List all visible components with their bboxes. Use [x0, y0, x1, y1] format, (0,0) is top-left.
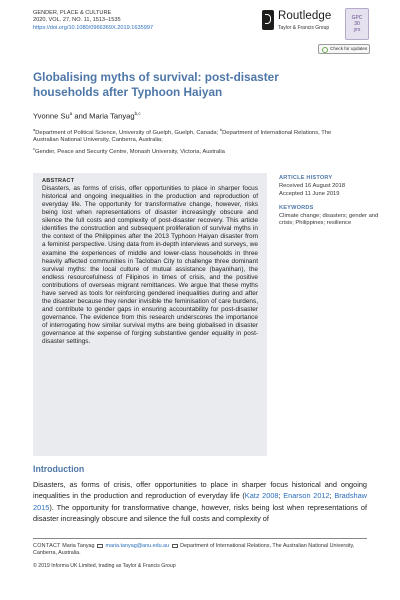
citation-link[interactable]: Bradshaw 2015	[33, 491, 367, 512]
article-title: Globalising myths of survival: post-disaster households after Typhoon Haiyan	[33, 70, 279, 99]
contact-line: CONTACT Maria Tanyag maria.tanyag@anu.edu.au Department of International Relations, The Australian National University, Canberra, Australia.	[33, 543, 355, 557]
publisher-sub: Taylor & Francis Group	[278, 25, 330, 31]
article-sidebar	[279, 175, 379, 235]
journal-name: GENDER, PLACE & CULTURE	[33, 10, 112, 16]
publisher-logo	[262, 8, 352, 38]
email-icon	[172, 544, 178, 548]
author-name[interactable]: Maria Tanyag	[89, 111, 135, 121]
abstract-heading: ABSTRACT	[42, 178, 75, 184]
section-heading: Introduction	[33, 464, 85, 474]
keywords-text: Climate change; disasters; gender and crisis; Philippines; resilience	[279, 213, 379, 227]
citation-link[interactable]: Enarson 2012	[283, 491, 330, 501]
email-icon	[97, 544, 103, 548]
citation-link[interactable]: Katz 2008	[244, 491, 279, 501]
received-date: Received 16 August 2018	[279, 183, 346, 190]
affiliations: $^a$Department of Political Science, University of Guelph, Guelph, Canada; $^b$Department of International Relations, The Australian National University, Canberra, Australia; $^c$Gender, Peace and Security Centre, Monash University, Victoria, Australia	[33, 127, 332, 155]
check-updates-button[interactable]: Check for updates	[318, 44, 370, 54]
intro-paragraph: Disasters, as forms of crisis, offer opportunities to place in sharper focus historical and ongoing inequalities in the production and reproduction of everyday life (Katz 2008; Enarson 2012; Bradshaw 2015). The opportunity for transformative change, however, risks being lost when representations of disaster increasingly obscure and silence the full costs and complexity of	[33, 480, 367, 524]
journal-volume: 2020, VOL. 27, NO. 11, 1513–1535	[33, 17, 121, 24]
author-name[interactable]: Yvonne Su	[33, 111, 70, 121]
journal-cover-icon: GPC 30 yrs	[345, 8, 369, 40]
abstract-text: Disasters, as forms of crisis, offer opportunities to place in sharper focus historical and ongoing inequalities in the production and reproduction of everyday life. The opportunity for transformative change, however, risks being lost when representations of disaster increasingly obscure and silence the full costs and complexity of post-disaster recovery. This article identifies the construction and subsequent proliferation of survival myths in the context of the Philippines after the 2013 Typhoon Haiyan disaster from a feminist perspective. Using data from in-depth interviews and surveys, we examine the experiences of middle and lower-class households in three heavily affected communities in Tacloban City to challenge three dominant survival myths: the local culture of mutual assistance (bayanihan), the endless resourcefulness of Filipinos in times of crisis, and the positive contributions of overseas migrant remittances. We argue that these myths have served as tools for reinforcing gendered inequalities during and after the disaster because they render invisible the feminisation of care burdens, and contribute to gender gaps in ensuring accountability for post-disaster governance. The evidence from this research underscores the importance of interrogating how similar survival myths are being globalised in disaster governance at the expense of forging substantive gender equality in post-disaster settings.	[42, 185, 258, 346]
journal-header	[33, 10, 263, 32]
copyright-notice: © 2019 Informa UK Limited, trading as Taylor & Francis Group	[33, 563, 176, 569]
footer-divider	[33, 538, 367, 539]
publisher-name: Routledge	[278, 10, 332, 22]
email-link[interactable]: maria.tanyag@anu.edu.au	[105, 543, 170, 549]
keywords: KEYWORDS Climate change; disasters; gender and crisis; Philippines; resilience	[279, 204, 379, 227]
author-list: Yvonne Su$^a$ and Maria Tanyag$^{b,c}$	[33, 111, 141, 121]
abstract-panel	[33, 173, 267, 456]
routledge-mark-icon	[262, 10, 274, 30]
check-updates-icon	[322, 47, 328, 53]
doi-link[interactable]: https://doi.org/10.1080/0966369X.2019.1635997	[33, 24, 154, 31]
accepted-date: Accepted 11 June 2019	[279, 190, 340, 197]
article-history: ARTICLE HISTORY Received 16 August 2018 Accepted 11 June 2019	[279, 175, 379, 198]
